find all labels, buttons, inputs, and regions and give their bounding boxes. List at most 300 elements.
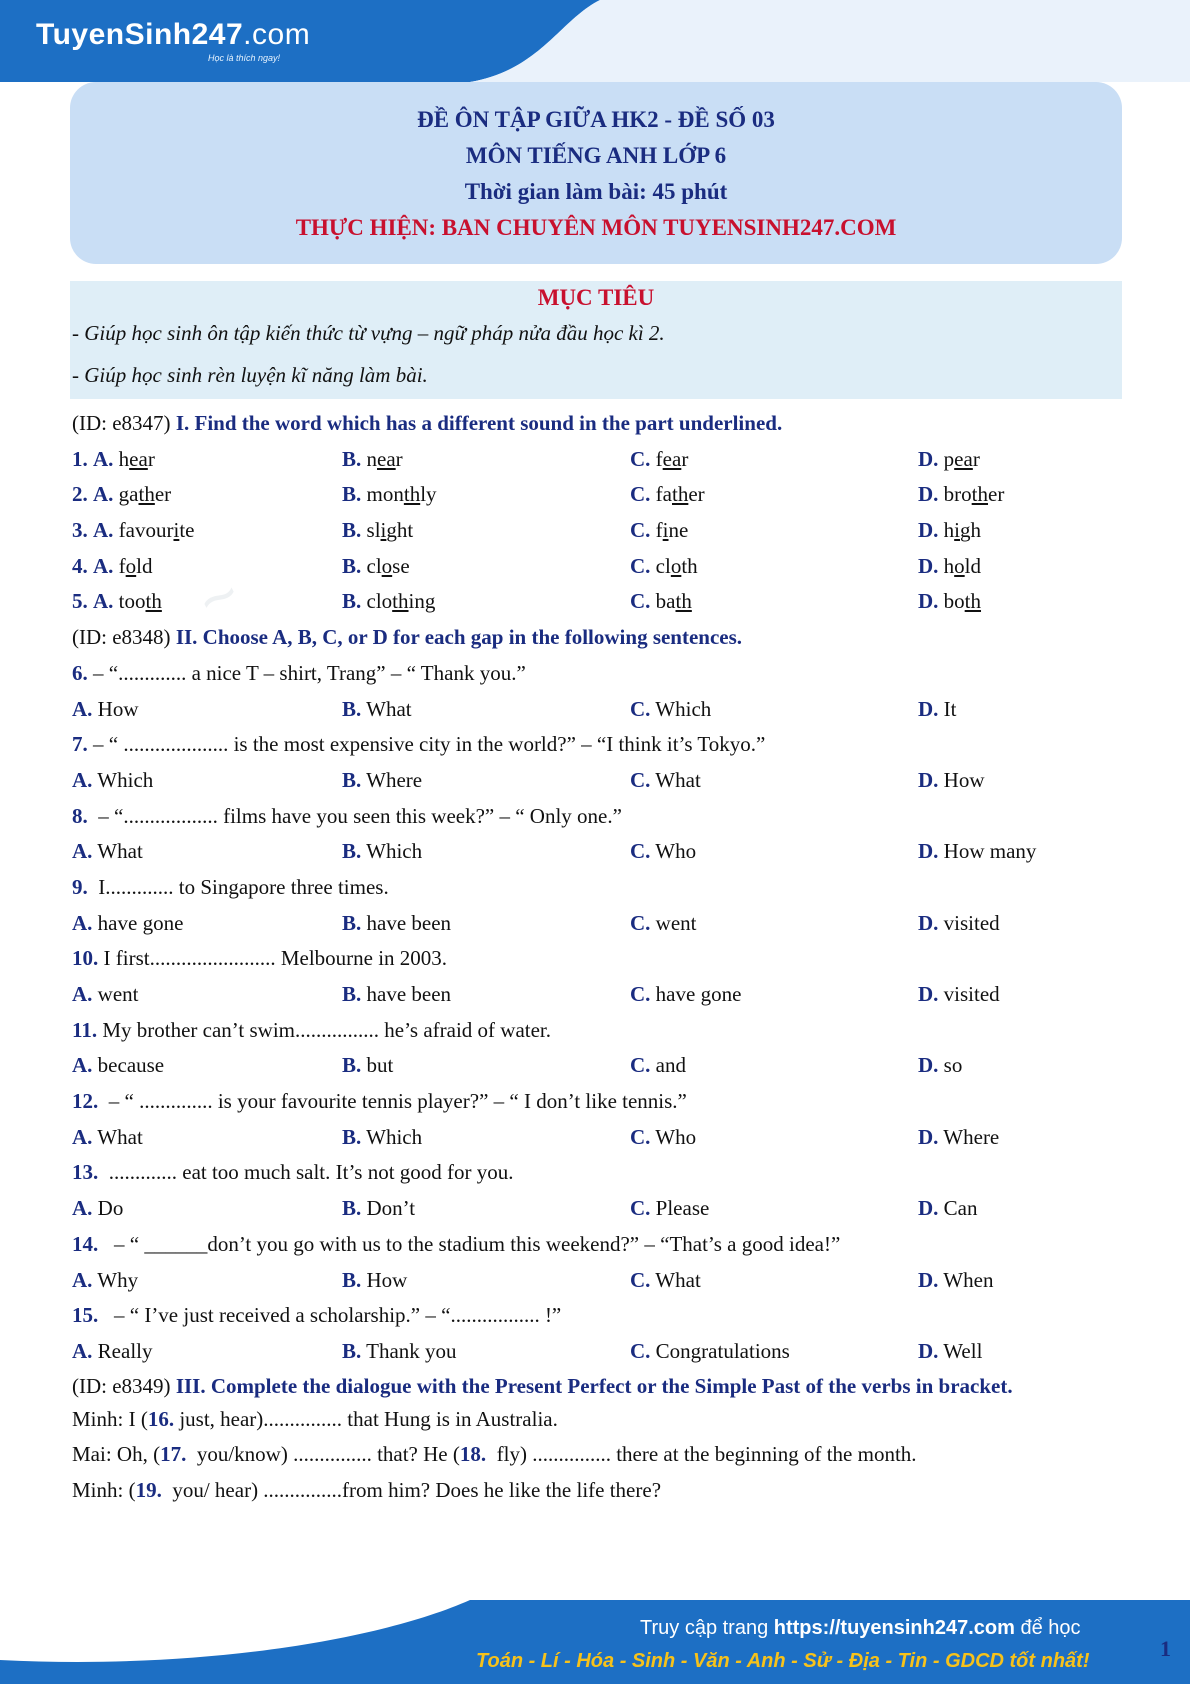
answer-option[interactable] (342, 442, 403, 478)
option-label: C. (630, 518, 651, 543)
option-label: C. (630, 767, 651, 792)
answer-option[interactable] (630, 1048, 686, 1084)
option-label: C. (630, 482, 651, 507)
answer-option[interactable] (342, 906, 451, 942)
option-label: A. (93, 589, 114, 614)
answer-option[interactable] (918, 442, 980, 478)
word-part: f (655, 446, 663, 471)
footer-subjects: Toán - Lí - Hóa - Sinh - Văn - Anh - Sử - Địa - Tin - GDCD tốt nhất! (476, 1650, 1090, 1672)
answer-option[interactable] (918, 477, 1004, 513)
section3-heading: (ID: e8349) III. Complete the dialogue with the Present Perfect or the Simple Past of the verbs in bracket. (72, 1373, 1013, 1398)
option-label: C. (630, 553, 651, 578)
dialogue-text: Minh: I ( (72, 1406, 148, 1431)
question-stem (72, 1155, 1122, 1191)
answer-option[interactable] (72, 1263, 138, 1299)
option-text: but (366, 1053, 394, 1078)
options-row (72, 763, 1122, 799)
question-stem (72, 1013, 1122, 1049)
question-stem (72, 727, 1122, 763)
answer-option[interactable] (630, 477, 705, 513)
question-number: 15. (72, 1303, 99, 1328)
word-part: th (681, 553, 698, 578)
question-number: 9. (72, 874, 88, 899)
word-part: r (972, 446, 980, 471)
option-label: A. (72, 982, 93, 1007)
question-stem (72, 1084, 1122, 1120)
answer-option[interactable] (630, 1191, 709, 1227)
option-label: C. (630, 1267, 651, 1292)
word-part: ga (118, 482, 139, 507)
option-text: It (943, 696, 957, 721)
word-part: bo (943, 589, 965, 614)
question-number: 13. (72, 1160, 99, 1185)
option-text: Which (97, 767, 154, 792)
option-text: Really (97, 1338, 153, 1363)
footer-visit: Truy cập trang https://tuyensinh247.com để học (640, 1617, 1081, 1639)
word-part: n (366, 446, 378, 471)
option-label: A. (93, 482, 114, 507)
option-label: A. (72, 1053, 93, 1078)
option-label: D. (918, 1196, 939, 1221)
question-stem (72, 1298, 1122, 1334)
dialogue-text: you/know) ............... that? He ( (186, 1442, 460, 1467)
option-label: A. (72, 1196, 93, 1221)
question-stem (72, 870, 1122, 906)
word-part: te (179, 518, 195, 543)
option-label: A. (72, 1338, 93, 1363)
option-text: visited (943, 910, 1000, 935)
underlined-part: o (381, 553, 393, 578)
question-row (72, 477, 1122, 513)
answer-option[interactable] (630, 1120, 696, 1156)
question-number: 3. (72, 518, 88, 543)
option-text: Who (655, 1124, 697, 1149)
option-label: D. (918, 839, 939, 864)
option-label: C. (630, 839, 651, 864)
underlined-part: o (954, 553, 965, 578)
underlined-part: o (670, 553, 682, 578)
option-label: D. (918, 553, 939, 578)
option-text: because (97, 1053, 165, 1078)
answer-option[interactable] (72, 834, 143, 870)
option-text: Who (655, 839, 697, 864)
brand-tagline: Học là thích ngay! (208, 53, 281, 63)
answer-option[interactable] (72, 513, 194, 549)
options-row (72, 692, 1122, 728)
underlined-part: i (662, 518, 669, 543)
goal-line: - Giúp học sinh ôn tập kiến thức từ vựng – ngữ pháp nửa đầu học kì 2. (72, 321, 665, 345)
answer-option[interactable] (72, 1048, 164, 1084)
answer-option[interactable] (342, 1334, 457, 1370)
options-row (72, 834, 1122, 870)
dialogue-text: fly) ............... there at the beginning of the month. (486, 1442, 917, 1467)
option-label: D. (918, 767, 939, 792)
word-part: p (943, 446, 955, 471)
option-text: How many (943, 839, 1037, 864)
option-text: have been (366, 910, 452, 935)
watermark: ~ (185, 556, 253, 638)
goal-line: - Giúp học sinh rèn luyện kĩ năng làm bài. (72, 363, 428, 387)
answer-option[interactable] (72, 1120, 143, 1156)
underlined-part: i (380, 518, 387, 543)
answer-option[interactable] (918, 549, 981, 585)
question-number: 2. (72, 482, 88, 507)
option-text: How (943, 767, 985, 792)
question-number: 7. (72, 732, 88, 757)
option-text: Thank you (366, 1338, 457, 1363)
option-label: A. (72, 696, 93, 721)
option-text: so (943, 1053, 963, 1078)
option-label: A. (72, 910, 93, 935)
exam-title: ĐỀ ÔN TẬP GIỮA HK2 - ĐỀ SỐ 03 (417, 107, 775, 132)
brand-logo[interactable]: TuyenSinh247.com (36, 18, 311, 51)
footer-url-link[interactable]: https://tuyensinh247.com (773, 1617, 1015, 1639)
word-part: ght (386, 518, 414, 543)
options-row (72, 1191, 1122, 1227)
answer-option[interactable] (342, 692, 412, 728)
answer-option[interactable] (72, 977, 139, 1013)
word-part: er (688, 482, 705, 507)
exam-content (72, 406, 1122, 1509)
word-part: r (395, 446, 403, 471)
option-label: A. (93, 518, 114, 543)
option-label: D. (918, 910, 939, 935)
question-text: I............. to Singapore three times. (87, 874, 389, 899)
option-text: Which (655, 696, 712, 721)
option-label: B. (342, 553, 362, 578)
exam-header (70, 82, 1122, 264)
option-label: D. (918, 482, 939, 507)
question-text: – “ .................... is the most expensive city in the world?” – “I think it’s Tokyo.” (87, 732, 766, 757)
answer-option[interactable] (630, 442, 688, 478)
option-label: A. (72, 1124, 93, 1149)
question-text: – “ ______don’t you go with us to the stadium this weekend?” – “That’s a good idea!” (98, 1231, 841, 1256)
word-part: h (943, 553, 955, 578)
answer-option[interactable] (342, 549, 410, 585)
answer-option[interactable] (918, 1048, 962, 1084)
question-number: 14. (72, 1231, 99, 1256)
page-number: 1 (1160, 1636, 1171, 1661)
option-text: Congratulations (655, 1338, 790, 1363)
answer-option[interactable] (342, 1263, 407, 1299)
question-number: 1. (72, 446, 88, 471)
underlined-part: th (403, 482, 421, 507)
option-label: B. (342, 910, 362, 935)
option-text: Why (97, 1267, 139, 1292)
question-number: 10. (72, 946, 99, 971)
option-label: B. (342, 767, 362, 792)
option-label: B. (342, 1053, 362, 1078)
goal-title: MỤC TIÊU (537, 285, 655, 310)
options-row (72, 1263, 1122, 1299)
word-part: f (655, 518, 663, 543)
option-label: C. (630, 589, 651, 614)
answer-option[interactable] (918, 977, 1000, 1013)
word-part: ing (408, 589, 436, 614)
option-label: D. (918, 518, 939, 543)
underlined-part: i (954, 518, 961, 543)
question-stem (72, 941, 1122, 977)
option-text: How (97, 696, 139, 721)
word-part: bro (943, 482, 972, 507)
word-part: ba (655, 589, 676, 614)
answer-option[interactable] (342, 763, 422, 799)
answer-option[interactable] (342, 477, 437, 513)
answer-option[interactable] (630, 1263, 701, 1299)
question-number: 8. (72, 803, 88, 828)
dialogue-text: just, hear)............... that Hung is in Australia. (174, 1406, 558, 1431)
answer-option[interactable] (918, 513, 981, 549)
answer-option[interactable] (342, 584, 435, 620)
option-label: B. (342, 518, 362, 543)
underlined-part: th (675, 589, 692, 614)
word-part: cl (655, 553, 671, 578)
option-text: Well (943, 1338, 983, 1363)
answer-option[interactable] (918, 763, 985, 799)
question-number: 6. (72, 660, 88, 685)
word-part: clo (366, 589, 393, 614)
question-text: – “............. a nice T – shirt, Trang” – “ Thank you.” (87, 660, 526, 685)
word-part: favour (118, 518, 174, 543)
question-row (72, 442, 1122, 478)
answer-option[interactable] (72, 477, 171, 513)
underlined-part: th (971, 482, 989, 507)
options-row (72, 1048, 1122, 1084)
answer-option[interactable] (342, 977, 451, 1013)
dialogue-text: you/ hear) ...............from him? Does he like the life there? (161, 1477, 662, 1502)
option-text: When (943, 1267, 994, 1292)
option-text: Where (943, 1124, 1000, 1149)
question-stem (72, 1227, 1122, 1263)
option-text: Do (97, 1196, 124, 1221)
answer-option[interactable] (342, 834, 422, 870)
option-label: B. (342, 1196, 362, 1221)
question-number: 12. (72, 1089, 99, 1114)
question-number: 11. (72, 1017, 98, 1042)
option-text: went (655, 910, 697, 935)
question-number: 16. (147, 1406, 175, 1431)
answer-option[interactable] (918, 906, 1000, 942)
word-part: fa (655, 482, 672, 507)
dialogue-text: Minh: ( (72, 1477, 136, 1502)
option-label: D. (918, 1338, 939, 1363)
option-text: Can (943, 1196, 978, 1221)
dialogue-line (72, 1437, 1122, 1473)
question-text: My brother can’t swim................ he’s afraid of water. (97, 1017, 552, 1042)
answer-option[interactable] (630, 977, 741, 1013)
option-label: C. (630, 982, 651, 1007)
underlined-part: ea (662, 446, 682, 471)
option-label: C. (630, 1124, 651, 1149)
answer-option[interactable] (630, 584, 692, 620)
answer-option[interactable] (342, 1191, 415, 1227)
answer-option[interactable] (72, 906, 183, 942)
option-text: have gone (97, 910, 184, 935)
option-label: B. (342, 696, 362, 721)
options-row (72, 906, 1122, 942)
option-label: B. (342, 589, 362, 614)
option-label: A. (72, 767, 93, 792)
word-part: h (943, 518, 955, 543)
answer-option[interactable] (630, 906, 697, 942)
question-number: 5. (72, 589, 88, 614)
word-part: er (988, 482, 1005, 507)
underlined-part: ea (129, 446, 148, 471)
option-label: B. (342, 482, 362, 507)
word-part: f (118, 553, 126, 578)
option-label: A. (93, 446, 114, 471)
option-label: D. (918, 446, 939, 471)
dialogue-line (72, 1473, 1122, 1509)
answer-option[interactable] (72, 584, 162, 620)
option-text: Where (366, 767, 423, 792)
option-text: What (97, 839, 143, 864)
question-stem (72, 799, 1122, 835)
word-part: gh (960, 518, 982, 543)
option-label: B. (342, 1267, 362, 1292)
answer-option[interactable] (918, 1191, 978, 1227)
options-row (72, 977, 1122, 1013)
word-part: ld (136, 553, 153, 578)
goal-box (70, 281, 1122, 399)
option-text: Which (366, 839, 423, 864)
option-text: What (655, 767, 701, 792)
option-label: D. (918, 1053, 939, 1078)
underlined-part: th (392, 589, 409, 614)
word-part: cl (366, 553, 382, 578)
question-row (72, 549, 1122, 585)
answer-option[interactable] (342, 1120, 422, 1156)
word-part: se (392, 553, 410, 578)
question-text: – “ .............. is your favourite tennis player?” – “ I don’t like tennis.” (98, 1089, 687, 1114)
word-part: ld (964, 553, 982, 578)
underlined-part: th (145, 589, 162, 614)
question-number: 17. (160, 1442, 187, 1467)
option-label: A. (72, 839, 93, 864)
answer-option[interactable] (918, 692, 957, 728)
answer-option[interactable] (342, 513, 413, 549)
option-text: How (366, 1267, 408, 1292)
word-part: too (118, 589, 146, 614)
option-label: C. (630, 1053, 651, 1078)
option-label: B. (342, 446, 362, 471)
underlined-part: ea (377, 446, 396, 471)
answer-option[interactable] (630, 692, 711, 728)
option-label: C. (630, 696, 651, 721)
option-text: Don’t (366, 1196, 416, 1221)
option-text: visited (943, 982, 1000, 1007)
word-part: h (118, 446, 130, 471)
answer-option[interactable] (630, 549, 698, 585)
word-part: ly (420, 482, 437, 507)
option-label: A. (93, 553, 114, 578)
underlined-part: th (672, 482, 689, 507)
word-part: r (147, 446, 155, 471)
dialogue-text: Mai: Oh, ( (72, 1442, 161, 1467)
option-label: B. (342, 1338, 362, 1363)
option-label: D. (918, 1124, 939, 1149)
question-text: – “.................. films have you seen this week?” – “ Only one.” (87, 803, 622, 828)
option-label: C. (630, 910, 651, 935)
answer-option[interactable] (72, 442, 155, 478)
question-text: – “ I’ve just received a scholarship.” – “................. !” (98, 1303, 562, 1328)
option-text: have been (366, 982, 452, 1007)
option-label: D. (918, 1267, 939, 1292)
option-label: C. (630, 1338, 651, 1363)
question-number: 19. (135, 1477, 162, 1502)
option-label: A. (72, 1267, 93, 1292)
section2-heading: (ID: e8348) II. Choose A, B, C, or D for each gap in the following sentences. (72, 625, 743, 650)
option-label: C. (630, 1196, 651, 1221)
option-label: D. (918, 982, 939, 1007)
question-row (72, 513, 1122, 549)
underlined-part: o (125, 553, 137, 578)
answer-option[interactable] (918, 1334, 982, 1370)
question-row (72, 584, 1122, 620)
option-label: B. (342, 839, 362, 864)
answer-option[interactable] (342, 1048, 393, 1084)
exam-author: THỰC HIỆN: BAN CHUYÊN MÔN TUYENSINH247.COM (295, 215, 897, 240)
exam-subject: MÔN TIẾNG ANH LỚP 6 (465, 143, 727, 168)
option-text: Which (366, 1124, 423, 1149)
word-part: mon (366, 482, 404, 507)
answer-option[interactable] (72, 692, 139, 728)
word-part: ne (668, 518, 689, 543)
section1-heading: (ID: e8347) I. Find the word which has a different sound in the part underlined. (72, 411, 783, 435)
underlined-part: ea (954, 446, 973, 471)
question-text: ............. eat too much salt. It’s not good for you. (98, 1160, 514, 1185)
question-number: 18. (459, 1442, 487, 1467)
answer-option[interactable] (630, 1334, 790, 1370)
word-part: r (681, 446, 689, 471)
options-row (72, 1334, 1122, 1370)
answer-option[interactable] (918, 1120, 999, 1156)
option-text: What (97, 1124, 143, 1149)
answer-option[interactable] (918, 1263, 993, 1299)
option-label: D. (918, 589, 939, 614)
answer-option[interactable] (630, 763, 701, 799)
option-text: have gone (655, 982, 742, 1007)
answer-option[interactable] (918, 584, 981, 620)
option-text: What (366, 696, 412, 721)
answer-option[interactable] (918, 834, 1036, 870)
answer-option[interactable] (630, 513, 688, 549)
exam-duration: Thời gian làm bài: 45 phút (464, 179, 728, 204)
word-part: sl (366, 518, 381, 543)
option-text: and (655, 1053, 686, 1078)
question-text: I first........................ Melbourne in 2003. (98, 946, 448, 971)
option-label: B. (342, 1124, 362, 1149)
question-stem (72, 656, 1122, 692)
dialogue-line (72, 1402, 1122, 1438)
answer-option[interactable] (72, 1191, 123, 1227)
option-text: went (97, 982, 139, 1007)
answer-option[interactable] (630, 834, 696, 870)
answer-option[interactable] (72, 763, 153, 799)
word-part: er (154, 482, 172, 507)
underlined-part: i (173, 518, 180, 543)
question-number: 4. (72, 553, 88, 578)
option-text: What (655, 1267, 701, 1292)
underlined-part: th (138, 482, 155, 507)
underlined-part: th (964, 589, 982, 614)
option-text: Please (655, 1196, 710, 1221)
option-label: B. (342, 982, 362, 1007)
options-row (72, 1120, 1122, 1156)
answer-option[interactable] (72, 1334, 153, 1370)
answer-option[interactable] (72, 549, 153, 585)
option-label: D. (918, 696, 939, 721)
